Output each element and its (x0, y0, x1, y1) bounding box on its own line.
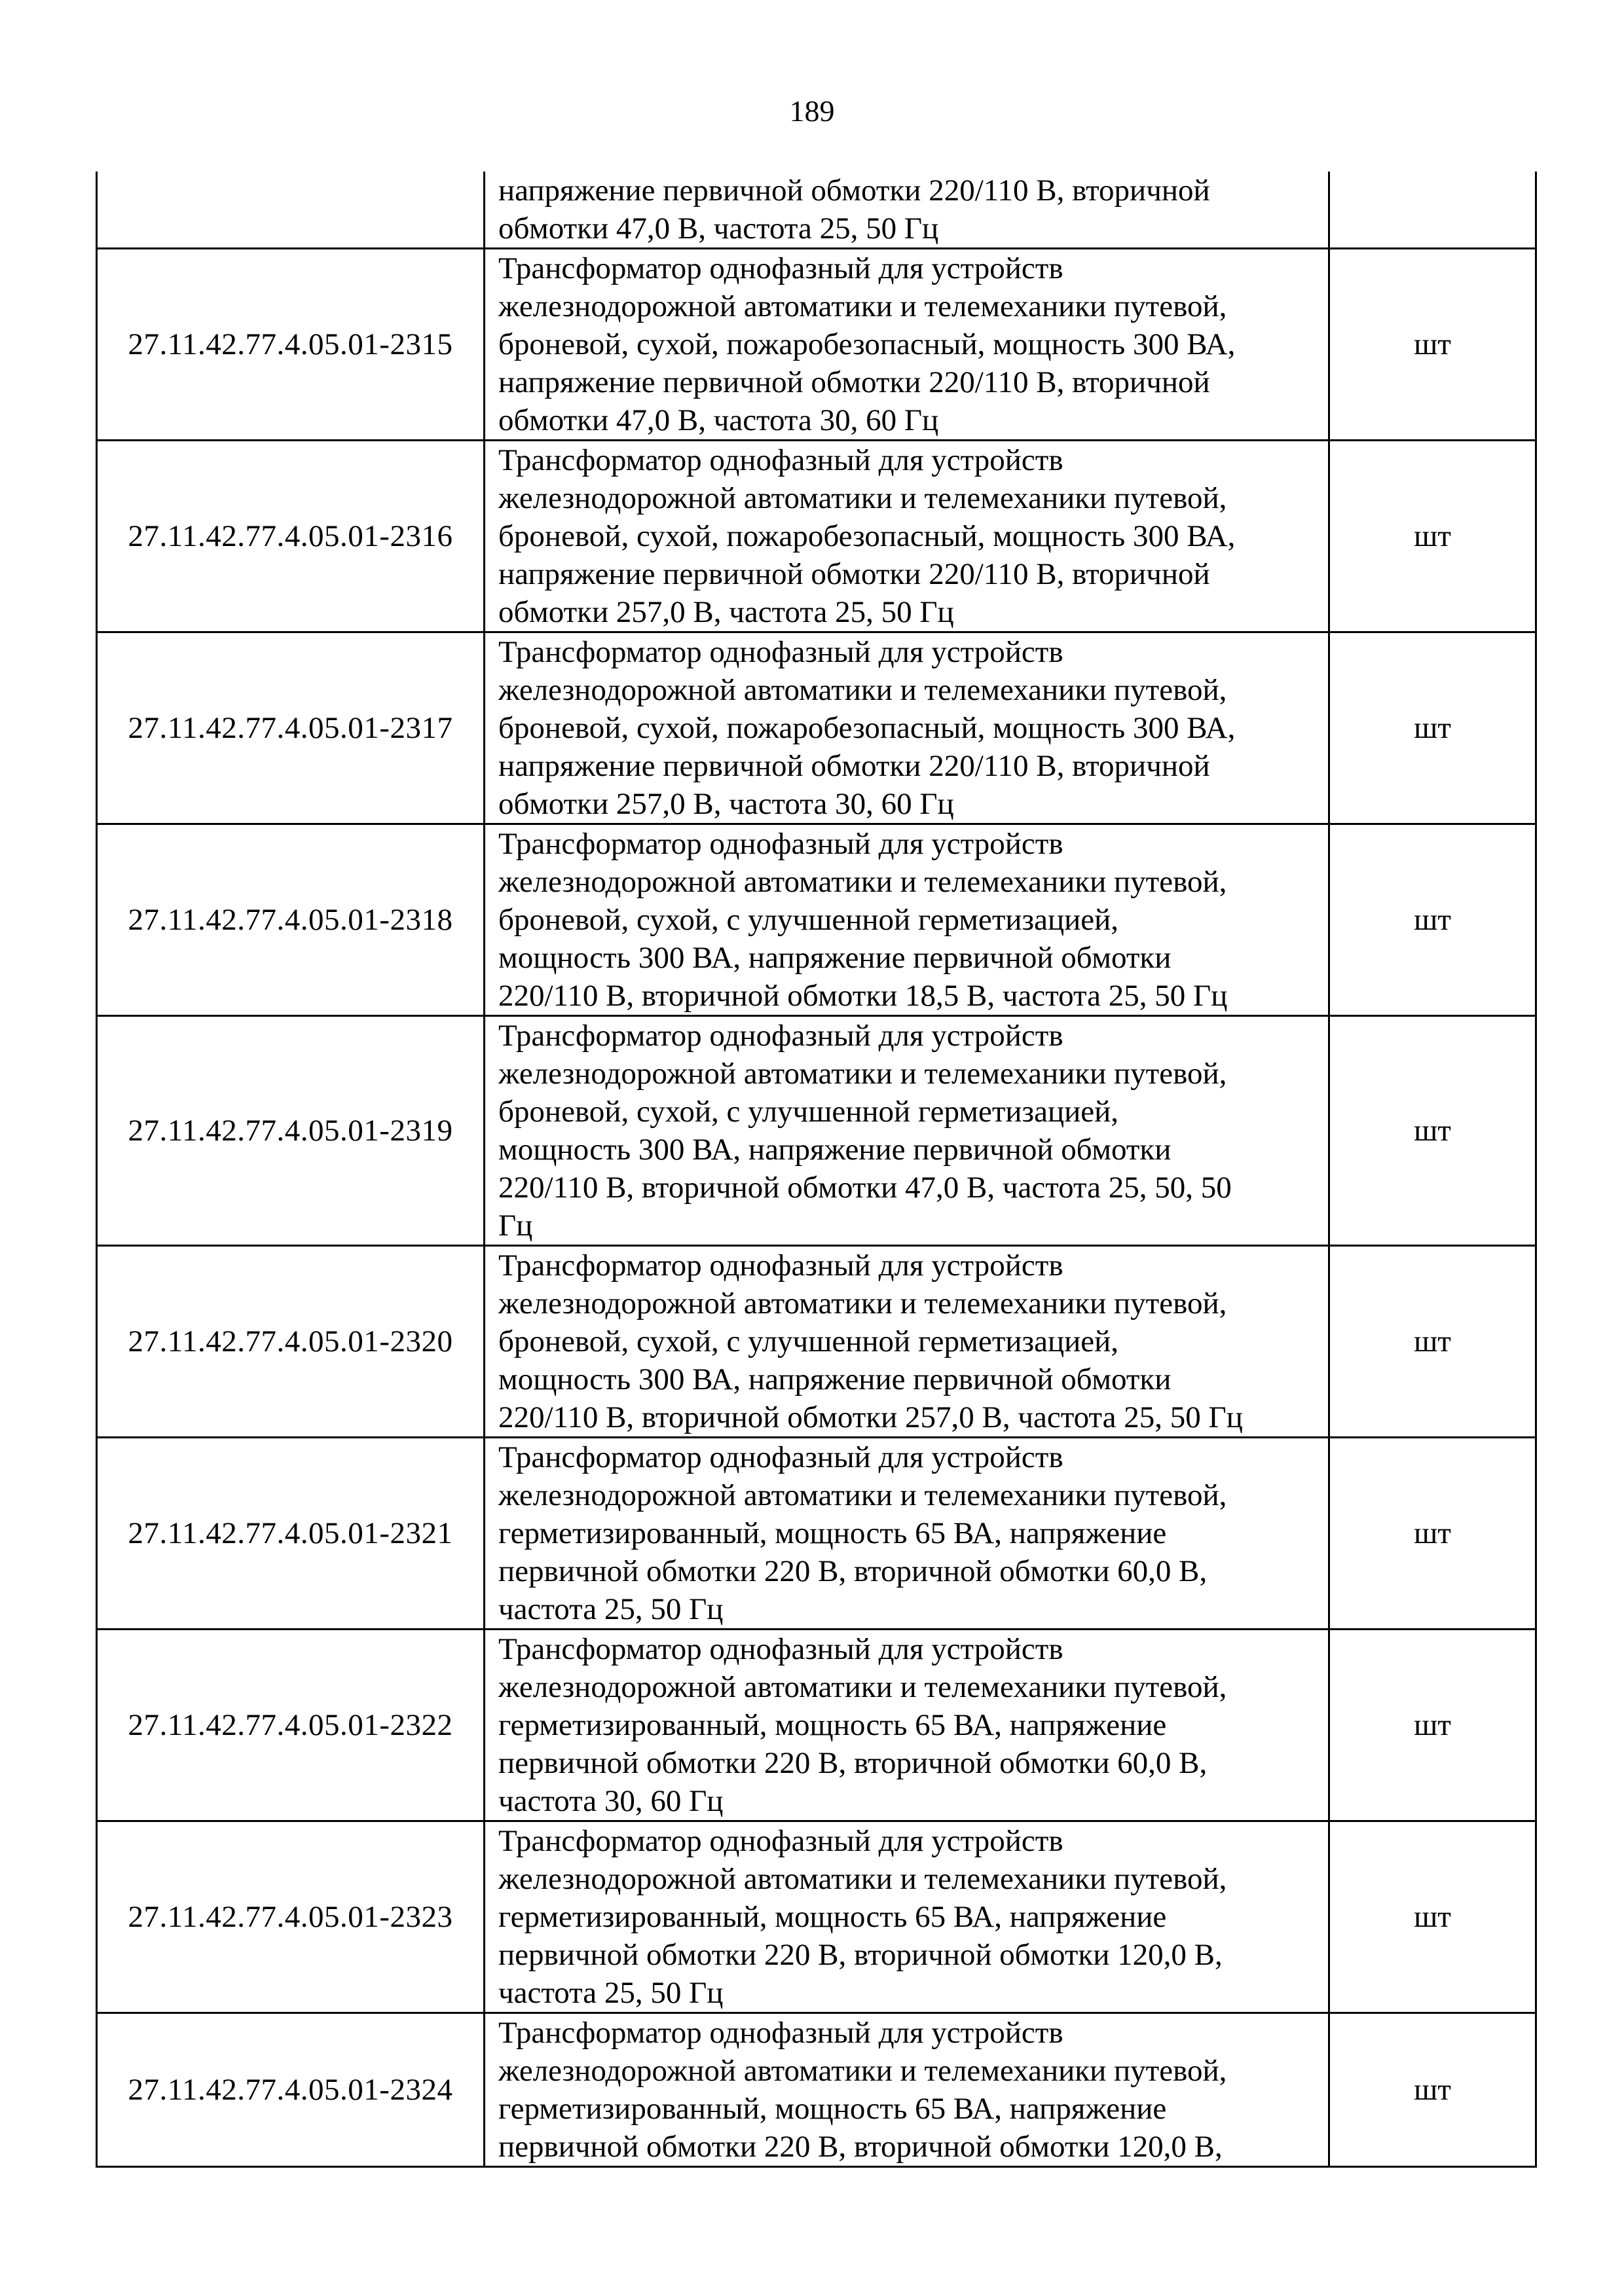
table-row (97, 2013, 1536, 2167)
description-line: броневой, сухой, пожаробезопасный, мощность 300 ВА, (498, 327, 1236, 361)
table-row (97, 824, 1536, 1016)
description-cell (485, 1438, 1329, 1630)
code-cell: 27.11.42.77.4.05.01-2322 (97, 1630, 485, 1821)
description-line: Трансформатор однофазный для устройств (498, 1440, 1063, 1474)
description-line: железнодорожной автоматики и телемеханики путевой, (498, 1478, 1227, 1512)
code-cell: 27.11.42.77.4.05.01-2315 (97, 249, 485, 441)
table-row (97, 441, 1536, 632)
table-body (97, 172, 1536, 2167)
description-line: броневой, сухой, с улучшенной герметизацией, (498, 1324, 1119, 1358)
code-cell: 27.11.42.77.4.05.01-2323 (97, 1821, 485, 2013)
description-line: герметизированный, мощность 65 ВА, напряжение (498, 1708, 1167, 1742)
unit-cell: шт (1329, 1246, 1536, 1438)
code-cell: 27.11.42.77.4.05.01-2324 (97, 2013, 485, 2167)
table-row (97, 1246, 1536, 1438)
description-line: обмотки 257,0 В, частота 30, 60 Гц (498, 787, 954, 821)
description-cell (485, 824, 1329, 1016)
unit-cell: шт (1329, 1630, 1536, 1821)
description-line: Трансформатор однофазный для устройств (498, 827, 1063, 861)
description-line: железнодорожной автоматики и телемеханики путевой, (498, 481, 1227, 515)
description-line: Трансформатор однофазный для устройств (498, 443, 1063, 477)
description-line: броневой, сухой, пожаробезопасный, мощность 300 ВА, (498, 711, 1236, 745)
description-line: 220/110 В, вторичной обмотки 18,5 В, частота 25, 50 Гц (498, 979, 1228, 1013)
unit-cell: шт (1329, 1821, 1536, 2013)
description-line: Трансформатор однофазный для устройств (498, 1019, 1063, 1053)
description-line: мощность 300 ВА, напряжение первичной обмотки (498, 1362, 1172, 1396)
description-line: первичной обмотки 220 В, вторичной обмотки 60,0 В, (498, 1554, 1208, 1588)
page-number: 189 (789, 94, 835, 128)
description-line: герметизированный, мощность 65 ВА, напряжение (498, 2092, 1167, 2126)
code-cell: 27.11.42.77.4.05.01-2321 (97, 1438, 485, 1630)
description-line: мощность 300 ВА, напряжение первичной обмотки (498, 941, 1172, 975)
description-line: железнодорожной автоматики и телемеханики путевой, (498, 289, 1227, 323)
unit-cell: шт (1329, 632, 1536, 824)
unit-cell: шт (1329, 1438, 1536, 1630)
description-line: броневой, сухой, с улучшенной герметизацией, (498, 903, 1119, 937)
description-line: обмотки 47,0 В, частота 25, 50 Гц (498, 211, 939, 246)
code-cell: 27.11.42.77.4.05.01-2316 (97, 441, 485, 632)
description-line: герметизированный, мощность 65 ВА, напряжение (498, 1900, 1167, 1934)
description-line: железнодорожной автоматики и телемеханики путевой, (498, 1057, 1227, 1091)
table-row (97, 1630, 1536, 1821)
description-cell (485, 249, 1329, 441)
unit-cell: шт (1329, 441, 1536, 632)
description-line: герметизированный, мощность 65 ВА, напряжение (498, 1516, 1167, 1550)
code-cell: 27.11.42.77.4.05.01-2320 (97, 1246, 485, 1438)
description-line: броневой, сухой, с улучшенной герметизацией, (498, 1095, 1119, 1129)
code-cell: 27.11.42.77.4.05.01-2317 (97, 632, 485, 824)
description-cell (485, 1246, 1329, 1438)
description-line: железнодорожной автоматики и телемеханики путевой, (498, 673, 1227, 707)
description-line: железнодорожной автоматики и телемеханики путевой, (498, 1862, 1227, 1896)
description-cell (485, 1016, 1329, 1246)
description-line: напряжение первичной обмотки 220/110 В, вторичной (498, 557, 1210, 591)
description-line: Трансформатор однофазный для устройств (498, 1824, 1063, 1858)
table-row (97, 632, 1536, 824)
description-line: железнодорожной автоматики и телемеханики путевой, (498, 2054, 1227, 2088)
description-line: напряжение первичной обмотки 220/110 В, вторичной (498, 173, 1210, 208)
description-line: частота 25, 50 Гц (498, 1592, 724, 1626)
description-line: обмотки 257,0 В, частота 25, 50 Гц (498, 595, 954, 629)
description-line: Трансформатор однофазный для устройств (498, 1632, 1063, 1666)
description-line: первичной обмотки 220 В, вторичной обмотки 120,0 В, (498, 2130, 1223, 2164)
table-row (97, 172, 1536, 249)
description-line: первичной обмотки 220 В, вторичной обмотки 60,0 В, (498, 1746, 1208, 1780)
description-cell (485, 632, 1329, 824)
description-line: 220/110 В, вторичной обмотки 47,0 В, частота 25, 50, 50 (498, 1171, 1232, 1205)
code-cell (97, 172, 485, 249)
unit-cell: шт (1329, 249, 1536, 441)
description-line: Трансформатор однофазный для устройств (498, 635, 1063, 669)
description-line: мощность 300 ВА, напряжение первичной обмотки (498, 1133, 1172, 1167)
description-line: Трансформатор однофазный для устройств (498, 251, 1063, 285)
description-line: частота 30, 60 Гц (498, 1784, 724, 1818)
description-line: 220/110 В, вторичной обмотки 257,0 В, частота 25, 50 Гц (498, 1400, 1243, 1434)
description-cell (485, 1821, 1329, 2013)
description-line: обмотки 47,0 В, частота 30, 60 Гц (498, 403, 939, 437)
description-cell (485, 441, 1329, 632)
description-line: железнодорожной автоматики и телемеханики путевой, (498, 865, 1227, 899)
description-line: напряжение первичной обмотки 220/110 В, вторичной (498, 749, 1210, 783)
description-line: броневой, сухой, пожаробезопасный, мощность 300 ВА, (498, 519, 1236, 553)
table-row (97, 249, 1536, 441)
description-cell (485, 172, 1329, 249)
description-line: частота 25, 50 Гц (498, 1976, 724, 2010)
table-row (97, 1821, 1536, 2013)
description-line: Трансформатор однофазный для устройств (498, 2016, 1063, 2050)
table-row (97, 1016, 1536, 1246)
product-code-table (96, 172, 1537, 2168)
description-cell (485, 2013, 1329, 2167)
description-line: железнодорожной автоматики и телемеханики путевой, (498, 1286, 1227, 1321)
description-cell (485, 1630, 1329, 1821)
code-cell: 27.11.42.77.4.05.01-2319 (97, 1016, 485, 1246)
description-line: Гц (498, 1209, 533, 1243)
code-cell: 27.11.42.77.4.05.01-2318 (97, 824, 485, 1016)
description-line: Трансформатор однофазный для устройств (498, 1248, 1063, 1283)
unit-cell: шт (1329, 824, 1536, 1016)
description-line: напряжение первичной обмотки 220/110 В, вторичной (498, 365, 1210, 399)
description-line: первичной обмотки 220 В, вторичной обмотки 120,0 В, (498, 1938, 1223, 1972)
unit-cell (1329, 172, 1536, 249)
unit-cell: шт (1329, 1016, 1536, 1246)
table-row (97, 1438, 1536, 1630)
unit-cell: шт (1329, 2013, 1536, 2167)
description-line: железнодорожной автоматики и телемеханики путевой, (498, 1670, 1227, 1704)
